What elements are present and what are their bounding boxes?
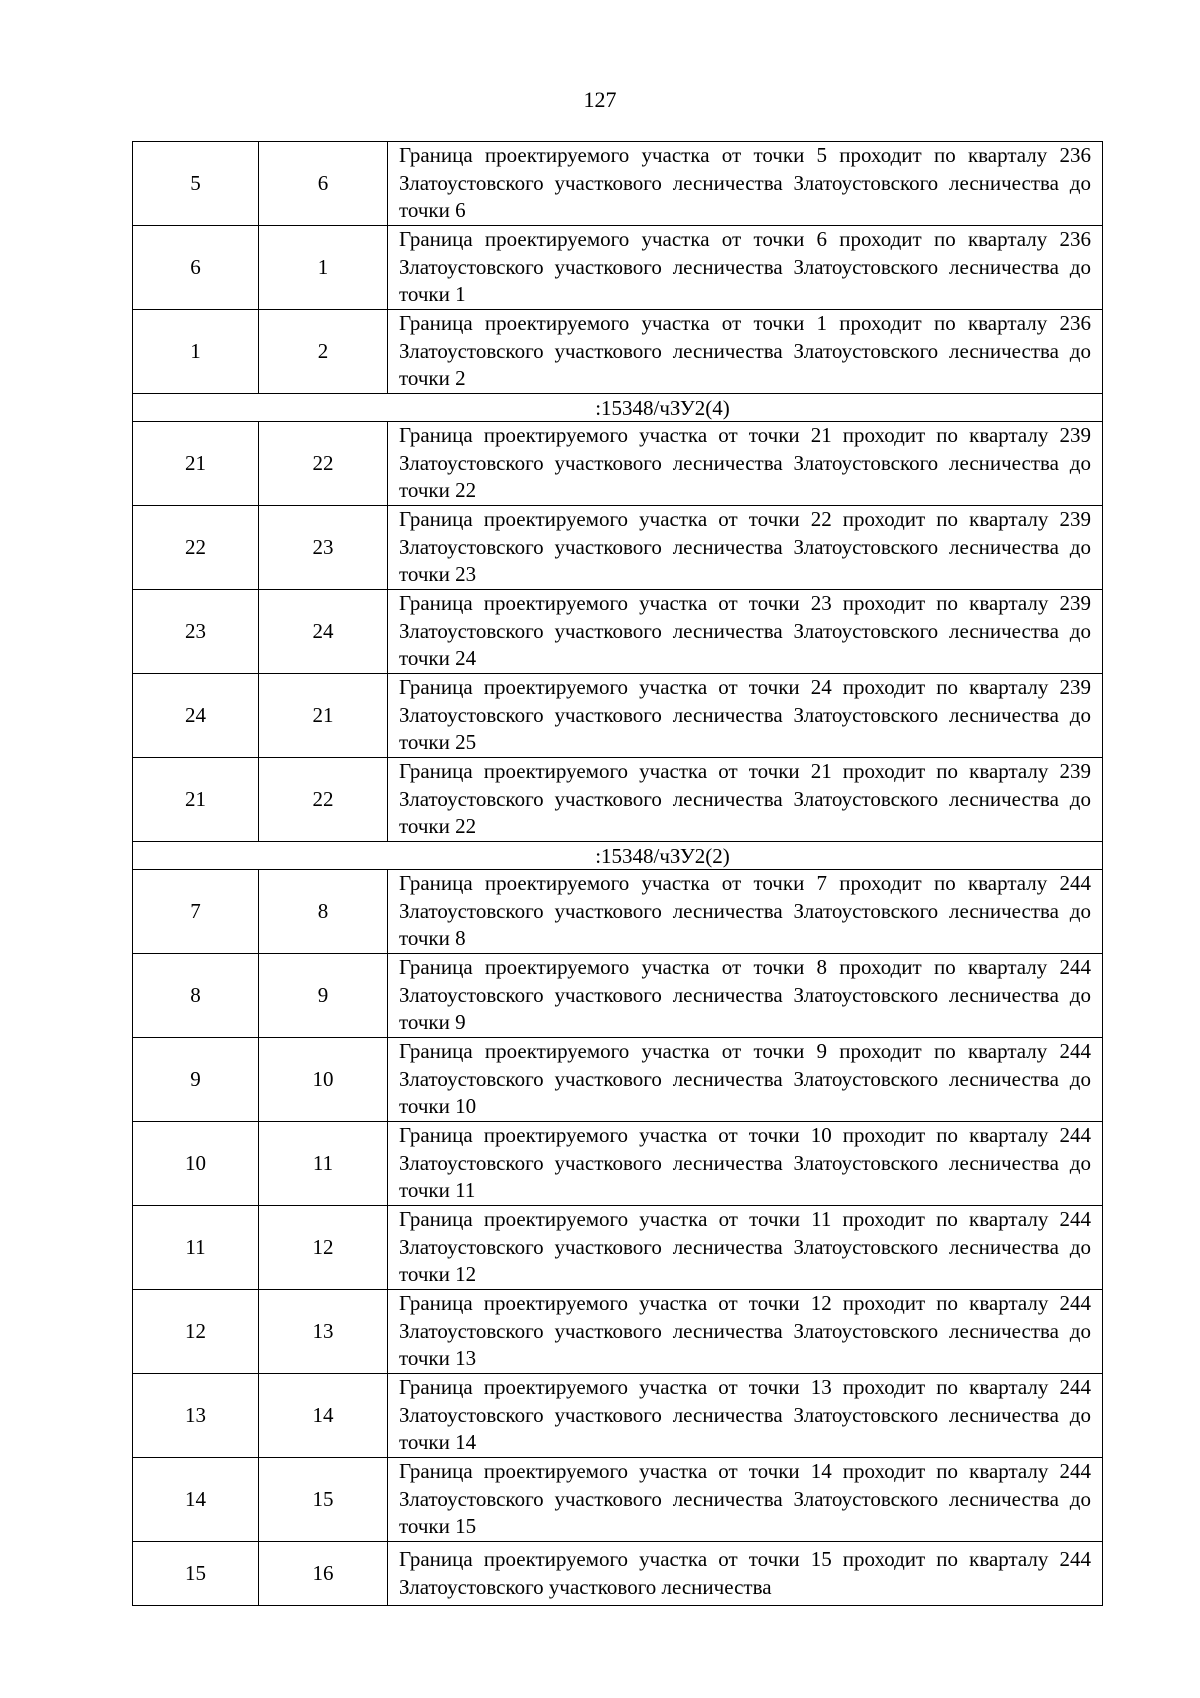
table-row xyxy=(133,674,1103,758)
boundary-description: Граница проектируемого участка от точки 11 проходит по кварталу 244 Златоустовского участкового лесничества Златоустовского лесничества до точки 12 xyxy=(388,1206,1103,1290)
table-row xyxy=(133,758,1103,842)
point-to: 22 xyxy=(259,758,388,842)
boundary-description: Граница проектируемого участка от точки 15 проходит по кварталу 244 Златоустовского участкового лесничества xyxy=(388,1542,1103,1606)
point-to: 21 xyxy=(259,674,388,758)
table-row xyxy=(133,1206,1103,1290)
point-from: 21 xyxy=(133,422,259,506)
table-row xyxy=(133,1122,1103,1206)
table-row xyxy=(133,1458,1103,1542)
point-from: 22 xyxy=(133,506,259,590)
table-row xyxy=(133,590,1103,674)
table-row xyxy=(133,1038,1103,1122)
point-to: 13 xyxy=(259,1290,388,1374)
boundary-description: Граница проектируемого участка от точки 10 проходит по кварталу 244 Златоустовского участкового лесничества Златоустовского лесничества до точки 11 xyxy=(388,1122,1103,1206)
table-row xyxy=(133,1542,1103,1606)
table-row xyxy=(133,1374,1103,1458)
table-row xyxy=(133,142,1103,226)
boundary-description: Граница проектируемого участка от точки 13 проходит по кварталу 244 Златоустовского участкового лесничества Златоустовского лесничества до точки 14 xyxy=(388,1374,1103,1458)
boundary-description: Граница проектируемого участка от точки 1 проходит по кварталу 236 Златоустовского участкового лесничества Златоустовского лесничества до точки 2 xyxy=(388,310,1103,394)
point-to: 2 xyxy=(259,310,388,394)
boundary-description: Граница проектируемого участка от точки 9 проходит по кварталу 244 Златоустовского участкового лесничества Златоустовского лесничества до точки 10 xyxy=(388,1038,1103,1122)
table-row xyxy=(133,226,1103,310)
page-number: 127 xyxy=(583,87,617,112)
boundary-description: Граница проектируемого участка от точки 12 проходит по кварталу 244 Златоустовского участкового лесничества Златоустовского лесничества до точки 13 xyxy=(388,1290,1103,1374)
boundary-description: Граница проектируемого участка от точки 24 проходит по кварталу 239 Златоустовского участкового лесничества Златоустовского лесничества до точки 25 xyxy=(388,674,1103,758)
table-row xyxy=(133,870,1103,954)
point-to: 14 xyxy=(259,1374,388,1458)
table-row xyxy=(133,310,1103,394)
point-to: 24 xyxy=(259,590,388,674)
point-from: 6 xyxy=(133,226,259,310)
boundary-description: Граница проектируемого участка от точки 22 проходит по кварталу 239 Златоустовского участкового лесничества Златоустовского лесничества до точки 23 xyxy=(388,506,1103,590)
point-from: 21 xyxy=(133,758,259,842)
point-from: 9 xyxy=(133,1038,259,1122)
point-to: 8 xyxy=(259,870,388,954)
point-from: 15 xyxy=(133,1542,259,1606)
table-row xyxy=(133,506,1103,590)
point-from: 24 xyxy=(133,674,259,758)
point-to: 23 xyxy=(259,506,388,590)
point-to: 12 xyxy=(259,1206,388,1290)
point-from: 10 xyxy=(133,1122,259,1206)
boundary-description: Граница проектируемого участка от точки 7 проходит по кварталу 244 Златоустовского участкового лесничества Златоустовского лесничества до точки 8 xyxy=(388,870,1103,954)
table-body xyxy=(133,142,1103,1606)
point-to: 9 xyxy=(259,954,388,1038)
section-header-row xyxy=(133,394,1103,422)
point-from: 12 xyxy=(133,1290,259,1374)
table-row xyxy=(133,422,1103,506)
point-from: 5 xyxy=(133,142,259,226)
boundary-description: Граница проектируемого участка от точки 23 проходит по кварталу 239 Златоустовского участкового лесничества Златоустовского лесничества до точки 24 xyxy=(388,590,1103,674)
point-to: 15 xyxy=(259,1458,388,1542)
table-row xyxy=(133,954,1103,1038)
point-from: 8 xyxy=(133,954,259,1038)
section-header-row xyxy=(133,842,1103,870)
point-from: 14 xyxy=(133,1458,259,1542)
point-from: 1 xyxy=(133,310,259,394)
point-from: 11 xyxy=(133,1206,259,1290)
boundary-description: Граница проектируемого участка от точки 21 проходит по кварталу 239 Златоустовского участкового лесничества Златоустовского лесничества до точки 22 xyxy=(388,758,1103,842)
table-row xyxy=(133,1290,1103,1374)
point-to: 6 xyxy=(259,142,388,226)
point-from: 7 xyxy=(133,870,259,954)
boundary-description: Граница проектируемого участка от точки 8 проходит по кварталу 244 Златоустовского участкового лесничества Златоустовского лесничества до точки 9 xyxy=(388,954,1103,1038)
boundary-description: Граница проектируемого участка от точки 14 проходит по кварталу 244 Златоустовского участкового лесничества Златоустовского лесничества до точки 15 xyxy=(388,1458,1103,1542)
point-to: 22 xyxy=(259,422,388,506)
point-from: 13 xyxy=(133,1374,259,1458)
point-to: 10 xyxy=(259,1038,388,1122)
section-label: :15348/чЗУ2(2) xyxy=(133,842,1103,870)
point-to: 1 xyxy=(259,226,388,310)
point-to: 16 xyxy=(259,1542,388,1606)
boundary-description: Граница проектируемого участка от точки 5 проходит по кварталу 236 Златоустовского участкового лесничества Златоустовского лесничества до точки 6 xyxy=(388,142,1103,226)
point-to: 11 xyxy=(259,1122,388,1206)
boundary-description: Граница проектируемого участка от точки 6 проходит по кварталу 236 Златоустовского участкового лесничества Златоустовского лесничества до точки 1 xyxy=(388,226,1103,310)
section-label: :15348/чЗУ2(4) xyxy=(133,394,1103,422)
boundary-description: Граница проектируемого участка от точки 21 проходит по кварталу 239 Златоустовского участкового лесничества Златоустовского лесничества до точки 22 xyxy=(388,422,1103,506)
boundary-table xyxy=(132,141,1103,1606)
point-from: 23 xyxy=(133,590,259,674)
